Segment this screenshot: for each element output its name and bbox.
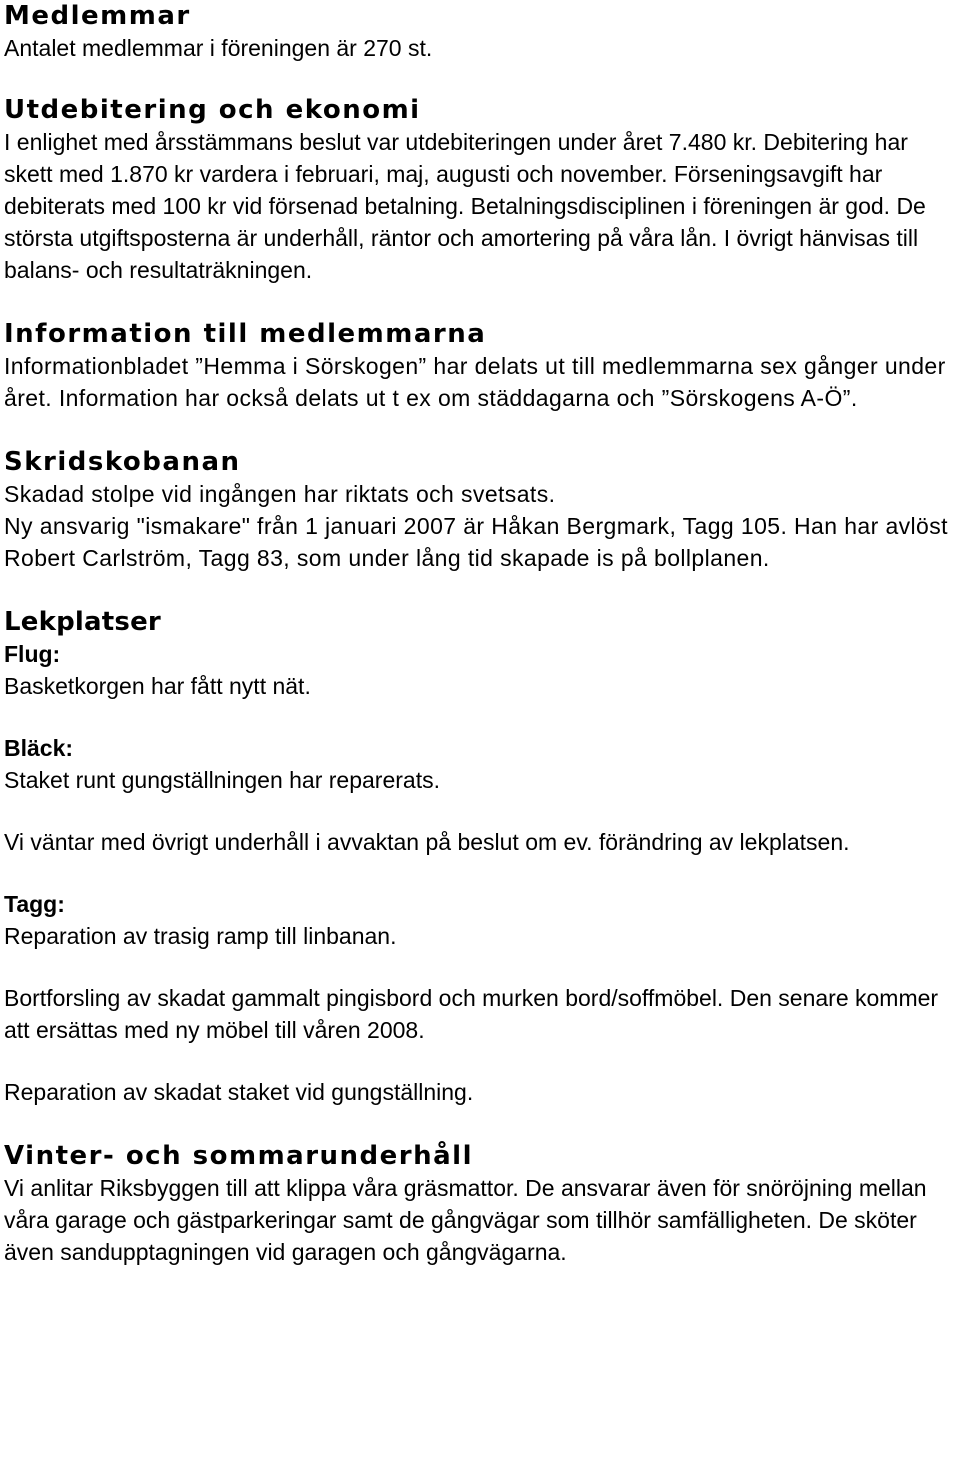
heading-information: Information till medlemmarna — [4, 319, 487, 349]
paragraph-tagg-1: Reparation av trasig ramp till linbanan. — [4, 923, 397, 949]
paragraph-flug: Basketkorgen har fått nytt nät. — [4, 673, 311, 699]
heading-medlemmar: Medlemmar — [4, 1, 191, 31]
spacer — [4, 574, 956, 606]
spacer — [4, 286, 956, 318]
spacer — [4, 702, 956, 732]
paragraph-tagg-2: Bortforsling av skadat gammalt pingisbord och murken bord/soffmöbel. Den senare kommer att ersättas med ny möbel till våren 2008. — [4, 985, 939, 1043]
heading-underhall: Vinter- och sommarunderhåll — [4, 1141, 474, 1171]
section-skridskobanan — [4, 446, 956, 574]
paragraph-information: Informationbladet ”Hemma i Sörskogen” har delats ut till medlemmarna sex gånger under året. Information har också delats ut t ex om städdagarna och ”Sörskogens A-Ö”. — [4, 353, 946, 411]
spacer — [4, 1046, 956, 1076]
spacer — [4, 796, 956, 826]
paragraph-black: Staket runt gungställningen har reparerats. — [4, 767, 440, 793]
spacer — [4, 414, 956, 446]
heading-skridskobanan: Skridskobanan — [4, 447, 241, 477]
spacer — [4, 1108, 956, 1140]
paragraph-tagg-3: Reparation av skadat staket vid gungställning. — [4, 1079, 474, 1105]
section-medlemmar — [4, 0, 956, 64]
subheading-black: Bläck: — [4, 735, 74, 761]
section-underhall — [4, 1140, 956, 1268]
spacer — [4, 952, 956, 982]
paragraph-skridskobanan-2: Ny ansvarig "ismakare" från 1 januari 2007 är Håkan Bergmark, Tagg 105. Han har avlöst Robert Carlström, Tagg 83, som under lång tid skapade is på bollplanen. — [4, 513, 948, 571]
heading-ekonomi: Utdebitering och ekonomi — [4, 95, 421, 125]
paragraph-underhall: Vi anlitar Riksbyggen till att klippa våra gräsmattor. De ansvarar även för snöröjning mellan våra garage och gästparkeringar samt de gångvägar som tillhör samfälligheten. De sköter även sandupptagningen vid garagen och gångvägarna. — [4, 1175, 927, 1265]
paragraph-skridskobanan-1: Skadad stolpe vid ingången har riktats och svetsats. — [4, 481, 556, 507]
section-ekonomi — [4, 94, 956, 286]
section-lekplatser — [4, 606, 956, 1108]
subheading-tagg: Tagg: — [4, 891, 65, 917]
paragraph-black-note: Vi väntar med övrigt underhåll i avvaktan på beslut om ev. förändring av lekplatsen. — [4, 829, 850, 855]
document-page — [4, 0, 956, 1268]
paragraph-medlemmar: Antalet medlemmar i föreningen är 270 st. — [4, 35, 433, 61]
paragraph-ekonomi: I enlighet med årsstämmans beslut var utdebiteringen under året 7.480 kr. Debitering har skett med 1.870 kr vardera i februari, maj, augusti och november. Förseningsavgift har debiterats med 100 kr vid försenad betalning. Betalningsdisciplinen i föreningen är god. De största utgiftsposterna är underhåll, räntor och amortering på våra lån. I övrigt hänvisas till balans- och resultaträkningen. — [4, 129, 926, 283]
spacer — [4, 64, 956, 94]
section-information — [4, 318, 956, 414]
spacer — [4, 858, 956, 888]
heading-lekplatser: Lekplatser — [4, 607, 161, 637]
subheading-flug: Flug: — [4, 641, 61, 667]
